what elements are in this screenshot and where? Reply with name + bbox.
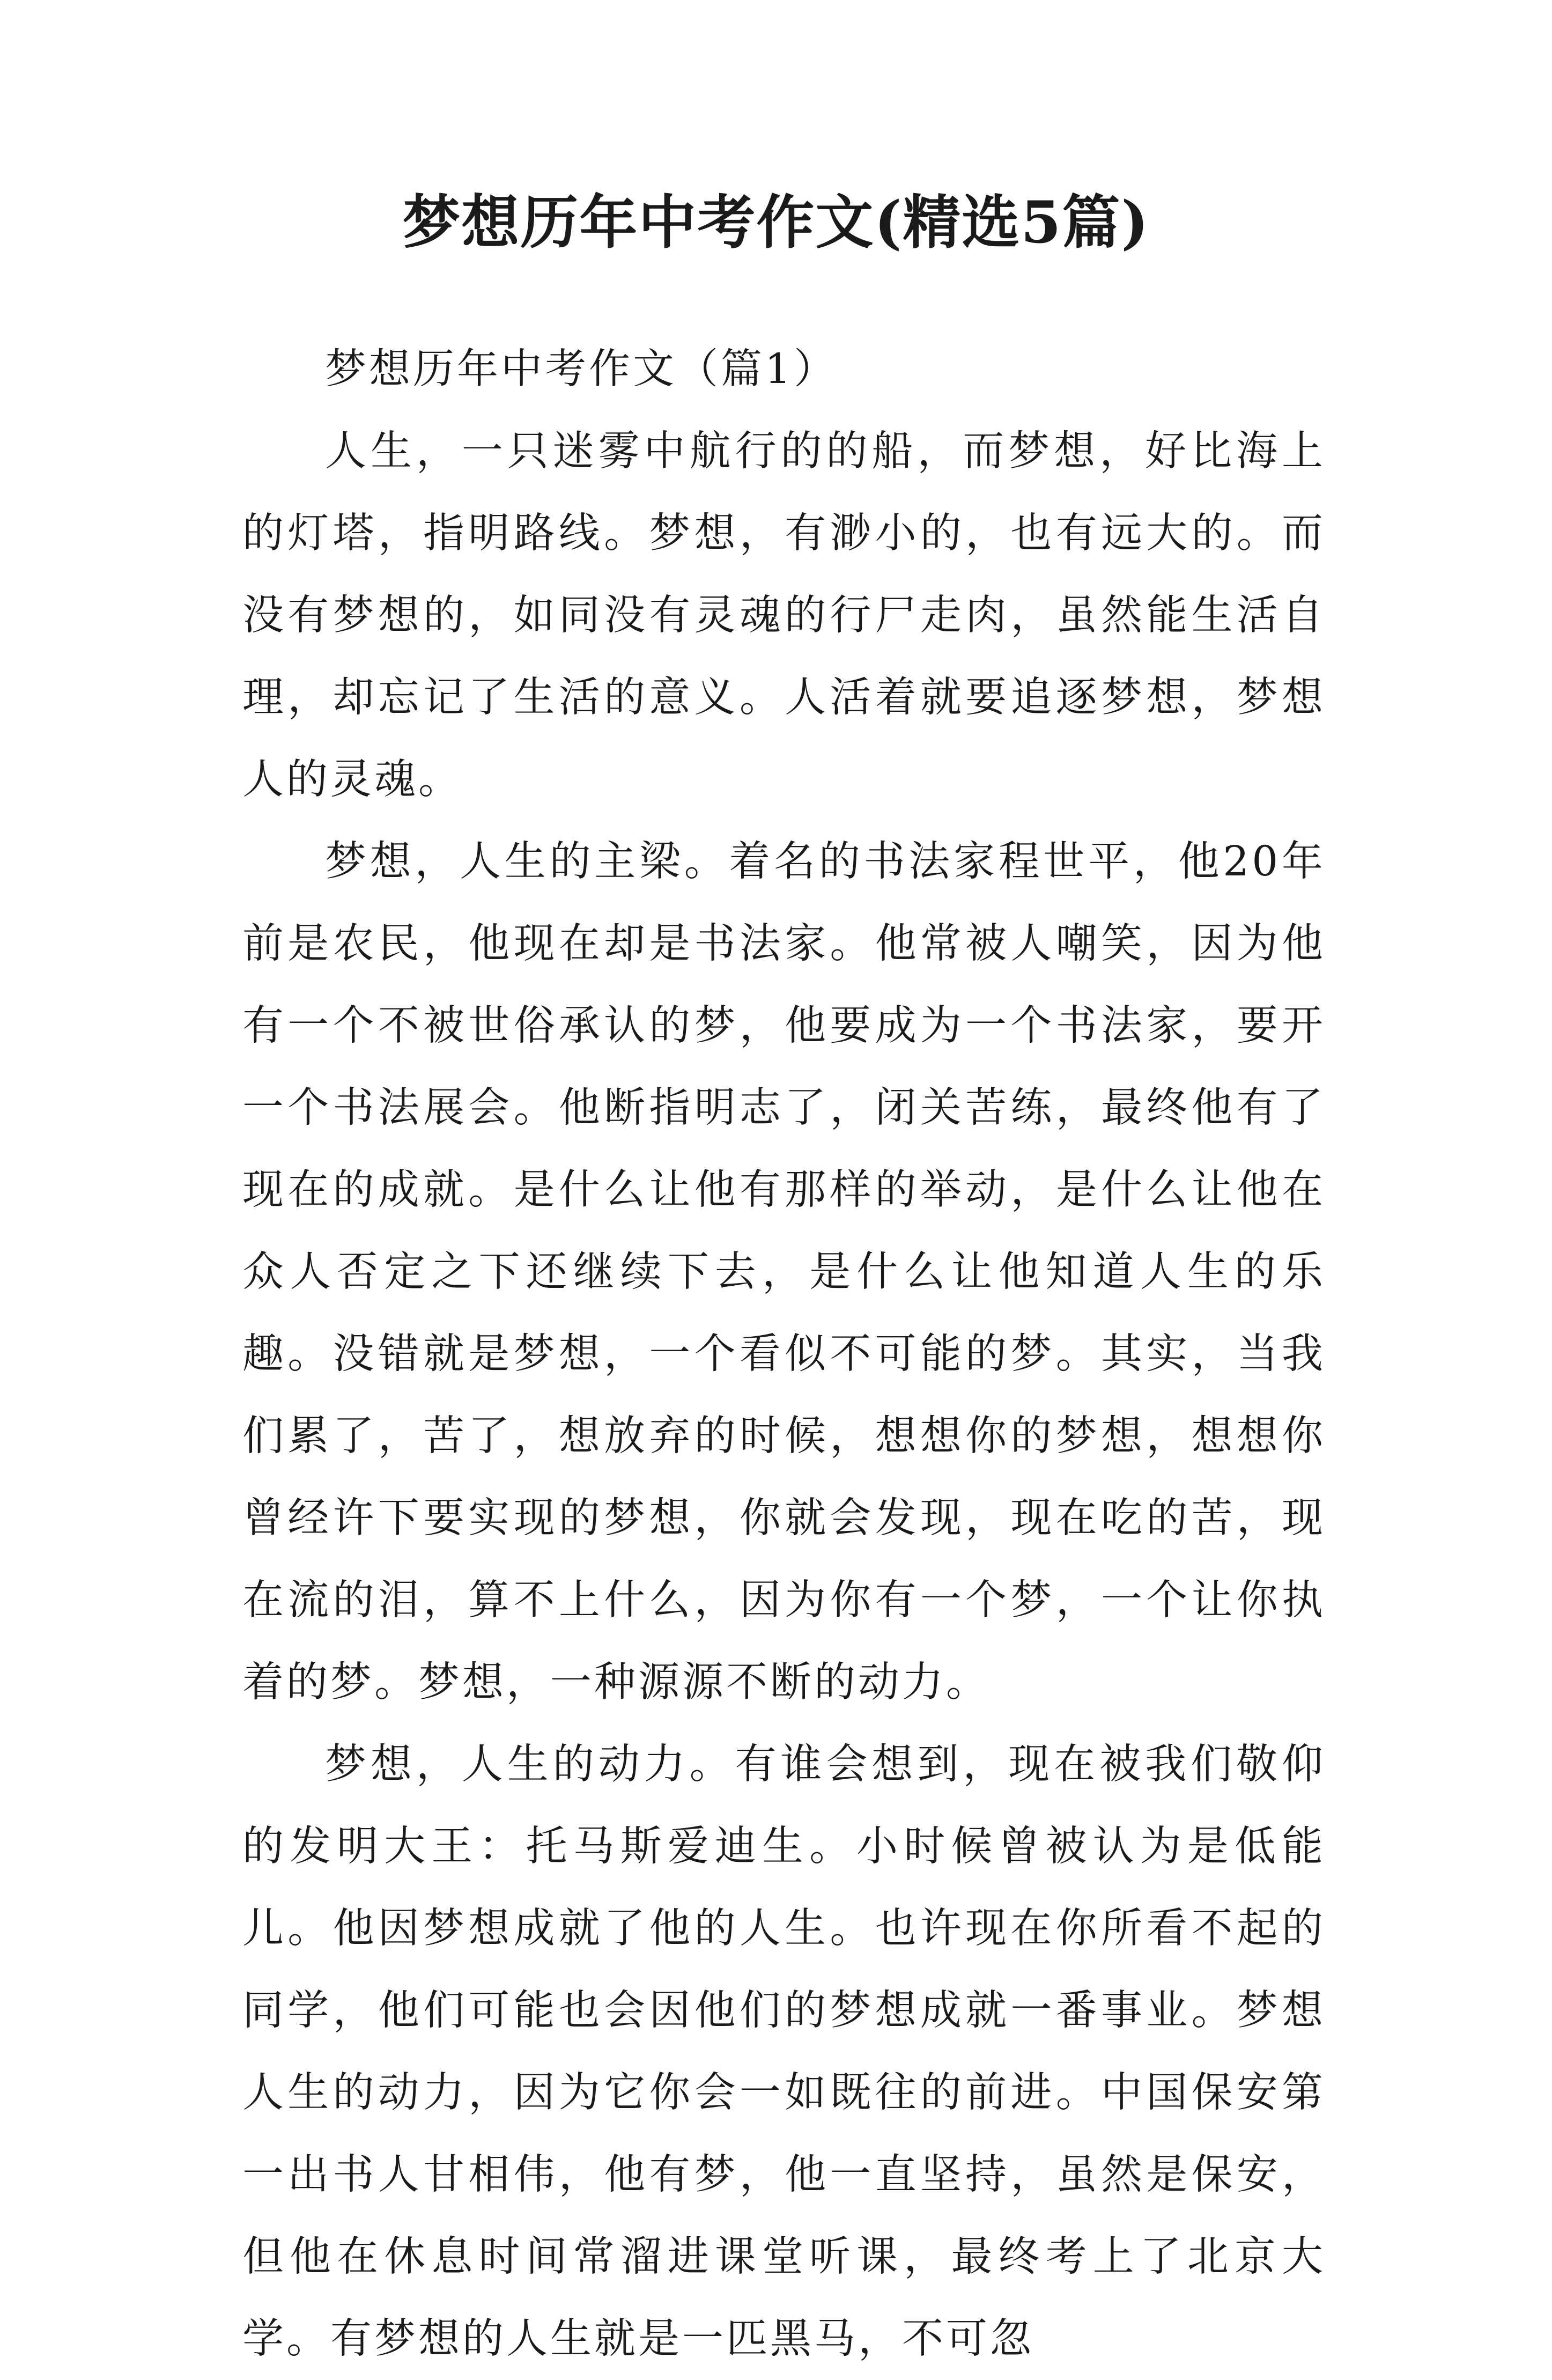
document-title: 梦想历年中考作文(精选5篇) (402, 189, 1150, 256)
document-body (242, 328, 1326, 2380)
paragraph: 人生，一只迷雾中航行的的船，而梦想，好比海上的灯塔，指明路线。梦想，有渺小的，也有远大的。而没有梦想的，如同没有灵魂的行尸走肉，虽然能生活自理，却忘记了生活的意义。人活着就要追逐梦想，梦想人的灵魂。 (242, 428, 1326, 804)
paragraph: 梦想，人生的动力。有谁会想到，现在被我们敬仰的发明大王：托马斯爱迪生。小时候曾被认为是低能儿。他因梦想成就了他的人生。也许现在你所看不起的同学，他们可能也会因他们的梦想成就一番事业。梦想人生的动力，因为它你会一如既往的前进。中国保安第一出书人甘相伟，他有梦，他一直坚持，虽然是保安，但他在休息时间常溜进课堂听课，最终考上了北京大学。有梦想的人生就是一匹黑马，不可忽 (242, 1741, 1326, 2363)
essay-heading: 梦想历年中考作文（篇1） (325, 345, 838, 393)
paragraph: 梦想，人生的主梁。着名的书法家程世平，他20年前是农民，他现在却是书法家。他常被人嘲笑，因为他有一个不被世俗承认的梦，他要成为一个书法家，要开一个书法展会。他断指明志了，闭关苦练，最终他有了现在的成就。是什么让他有那样的举动，是什么让他在众人否定之下还继续下去，是什么让他知道人生的乐趣。没错就是梦想，一个看似不可能的梦。其实，当我们累了，苦了，想放弃的时候，想想你的梦想，想想你曾经许下要实现的梦想，你就会发现，现在吃的苦，现在流的泪，算不上什么，因为你有一个梦，一个让你执着的梦。梦想，一种源源不断的动力。 (242, 838, 1326, 1706)
